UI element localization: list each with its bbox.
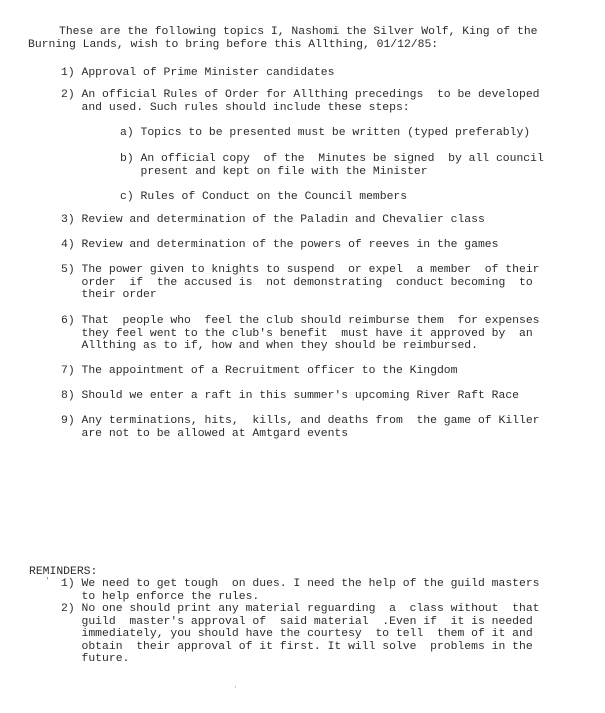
topic-text: order if the accused is not demonstrating conduct becoming to [81, 276, 533, 289]
topic-text: Any terminations, hits, kills, and deaths from the game of Killer [81, 415, 540, 427]
reminder-text: guild master's approval of said material .Even if it is needed [81, 615, 533, 628]
stray-mark: · [233, 683, 238, 692]
topic-item-3 [61, 214, 591, 227]
topic-text: An official Rules of Order for Allthing precedings to be developed [81, 89, 540, 101]
reminder-item-1 [61, 578, 591, 603]
subitem-letter: c) [120, 191, 141, 203]
stray-mark: ' [45, 577, 50, 586]
topic-text: Approval of Prime Minister candidates [81, 67, 335, 79]
reminder-text: No one should print any material reguarding a class without that [81, 603, 540, 615]
reminder-number: 2) [61, 603, 82, 615]
reminder-text: obtain their approval of it first. It will solve problems in the [81, 640, 533, 653]
reminder-text: We need to get tough on dues. I need the help of the guild masters [81, 578, 540, 590]
topic-text: The appointment of a Recruitment officer to the Kingdom [81, 365, 458, 377]
topic-text: Review and determination of the Paladin and Chevalier class [81, 214, 485, 226]
subitem-text: present and kept on file with the Minister [140, 165, 428, 178]
topic-text: their order [81, 289, 157, 302]
reminder-text: future. [81, 653, 130, 666]
topic-number: 6) [61, 315, 82, 327]
topic-text: are not to be allowed at Amtgard events [81, 427, 349, 440]
topic-item-8 [61, 390, 591, 403]
subitem-text: Topics to be presented must be written (typed preferably) [140, 127, 531, 139]
topic-item-2 [61, 89, 591, 114]
topic-text: they feel went to the club's benefit must have it approved by an [81, 327, 533, 340]
topic-text: Review and determination of the powers of reeves in the games [81, 239, 499, 251]
subitem-b [120, 153, 590, 178]
topic-text: Should we enter a raft in this summer's upcoming River Raft Race [81, 390, 519, 402]
subitem-a [120, 127, 590, 140]
reminder-number: 1) [61, 578, 82, 590]
subitem-letter: a) [120, 127, 141, 139]
topic-number: 5) [61, 264, 82, 276]
topic-number: 8) [61, 390, 82, 402]
topic-text: The power given to knights to suspend or expel a member of their [81, 264, 540, 276]
topic-number: 1) [61, 67, 82, 79]
topic-text: and used. Such rules should include these steps: [81, 101, 410, 114]
topic-item-1 [61, 67, 591, 80]
topic-number: 3) [61, 214, 82, 226]
topic-item-4 [61, 239, 591, 252]
subitem-letter: b) [120, 153, 141, 165]
topic-number: 9) [61, 415, 82, 427]
topic-item-7 [61, 365, 591, 378]
intro-paragraph [28, 26, 588, 51]
intro-line-2: Burning Lands, wish to bring before this Allthing, 01/12/85: [28, 38, 439, 51]
topic-number: 4) [61, 239, 82, 251]
topic-number: 2) [61, 89, 82, 101]
topic-text: That people who feel the club should reimburse them for expenses [81, 315, 540, 327]
subitem-text: An official copy of the Minutes be signed by all council [140, 153, 544, 165]
subitem-text: Rules of Conduct on the Council members [140, 191, 408, 203]
topic-number: 7) [61, 365, 82, 377]
reminders-heading: REMINDERS: [29, 566, 98, 578]
topic-text: Allthing as to if, how and when they should be reimbursed. [81, 340, 478, 353]
intro-line-1: These are the following topics I, Nashomi the Silver Wolf, King of the [59, 26, 538, 38]
reminder-text: immediately, you should have the courtesy to tell them of it and [81, 628, 533, 641]
reminder-item-2 [61, 603, 591, 666]
topic-item-9 [61, 415, 591, 440]
topic-item-6 [61, 315, 591, 353]
topic-item-5 [61, 264, 591, 302]
reminder-text: to help enforce the rules. [81, 590, 260, 603]
subitem-c [120, 191, 590, 204]
